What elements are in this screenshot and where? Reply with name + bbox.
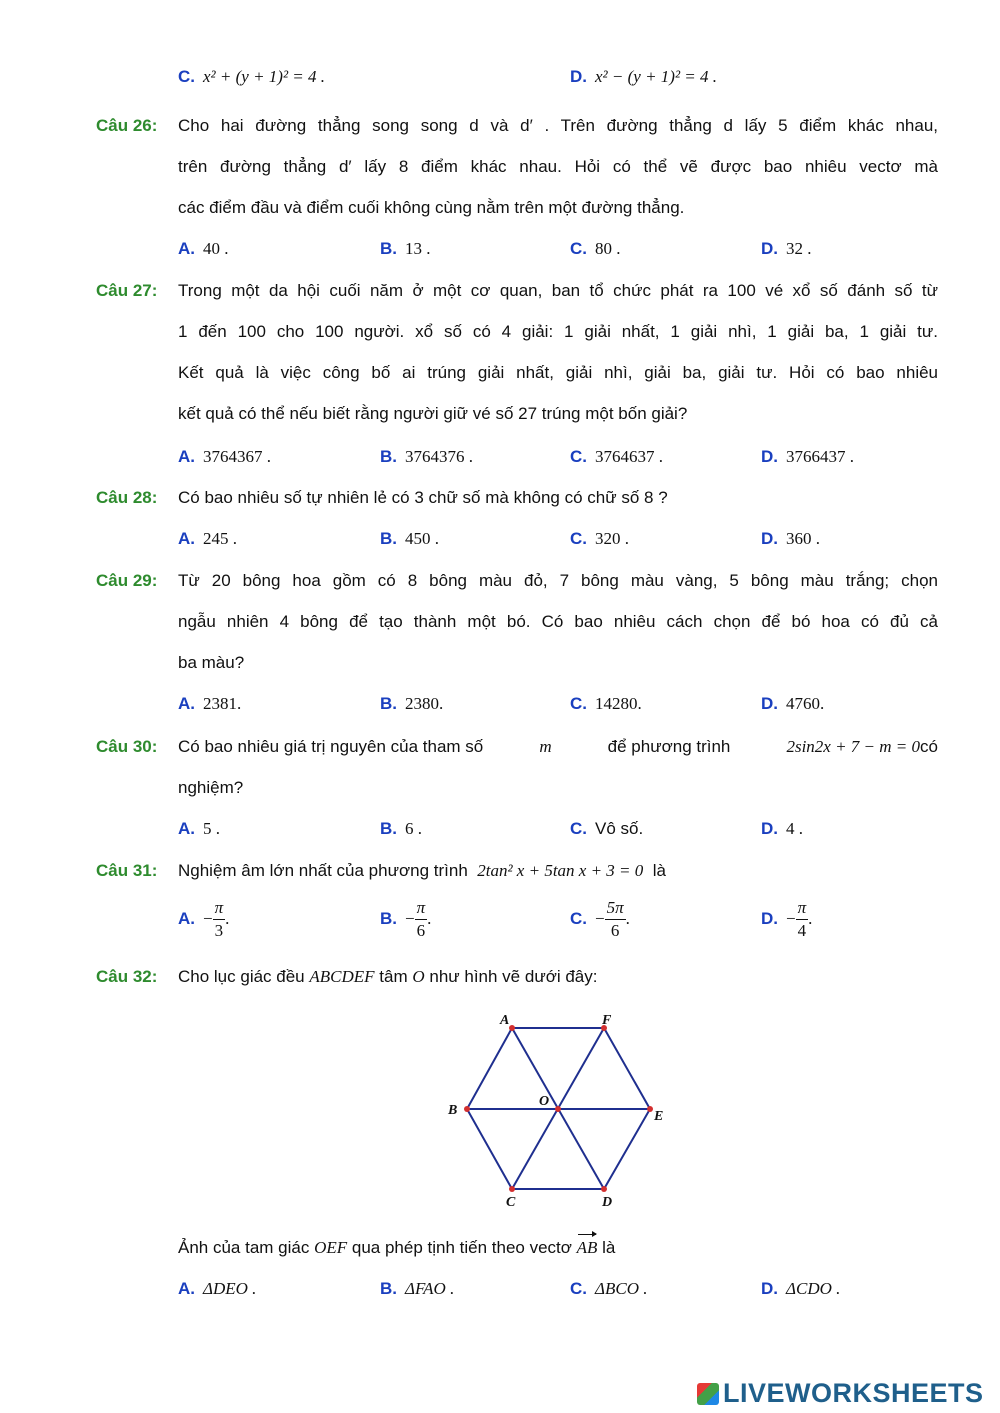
fraction-numerator: π — [796, 897, 809, 920]
q29-option-a[interactable] — [178, 693, 241, 715]
liveworksheets-logo[interactable] — [697, 1378, 984, 1409]
label-f: F — [602, 1013, 612, 1028]
option-label: D. — [570, 67, 587, 86]
point-d — [601, 1186, 607, 1192]
question-32-label: Câu 32: — [96, 967, 158, 986]
q30-option-d[interactable] — [761, 818, 803, 840]
question-26-label: Câu 26: — [96, 116, 158, 135]
option-label: D. — [761, 529, 778, 548]
fraction — [605, 897, 626, 942]
option-label: A. — [178, 239, 195, 258]
option-text: 3764367 . — [203, 447, 271, 466]
option-label: D. — [761, 909, 778, 928]
option-label: B. — [380, 819, 397, 838]
option-label: A. — [178, 1279, 195, 1298]
option-label: D. — [761, 694, 778, 713]
option-text: 3766437 . — [786, 447, 854, 466]
option-label: A. — [178, 694, 195, 713]
q31-option-b[interactable] — [380, 897, 431, 942]
q31-option-a[interactable] — [178, 897, 229, 942]
question-31-text-1 — [178, 860, 938, 882]
question-29-text-2: ngẫu nhiên 4 bông để tạo thành một bó. Có bao nhiêu cách chọn để bó hoa có đủ cả — [178, 612, 938, 631]
option-tail: . — [625, 909, 630, 928]
fraction — [796, 897, 809, 942]
fraction-numerator: π — [415, 897, 428, 920]
math-expr: 2sin2x + 7 − m = 0 — [786, 737, 921, 756]
option-label: C. — [570, 1279, 587, 1298]
question-30-text-2: nghiệm? — [178, 778, 244, 797]
label-c: C — [506, 1195, 516, 1210]
text-segment: Cho lục giác đều — [178, 967, 305, 986]
option-text: ΔDEO . — [203, 1279, 257, 1298]
q29-option-d[interactable] — [761, 693, 824, 715]
option-label: B. — [380, 1279, 397, 1298]
text-segment: có — [920, 737, 938, 756]
question-32-text-1 — [178, 966, 938, 988]
option-label: C. — [570, 819, 587, 838]
text-segment: qua phép tịnh tiến theo vectơ — [351, 1238, 572, 1257]
fraction-numerator: 5π — [605, 897, 626, 920]
text-segment: để phương trình — [607, 737, 731, 756]
option-label: C. — [570, 529, 587, 548]
q28-option-a[interactable] — [178, 528, 237, 550]
text-segment: Ảnh của tam giác — [178, 1238, 310, 1257]
option-label: B. — [380, 239, 397, 258]
option-text: 245 . — [203, 529, 237, 548]
q32-option-b[interactable] — [380, 1278, 454, 1300]
math-var: ABCDEF — [309, 967, 375, 986]
text-segment: là — [602, 1238, 616, 1257]
point-e — [647, 1106, 653, 1112]
label-e: E — [654, 1109, 664, 1124]
point-b — [464, 1106, 470, 1112]
option-label: D. — [761, 1279, 778, 1298]
option-label: B. — [380, 447, 397, 466]
option-tail: . — [225, 909, 230, 928]
fraction-numerator: π — [213, 897, 226, 920]
logo-icon — [697, 1383, 719, 1405]
option-text: 360 . — [786, 529, 820, 548]
option-expr: x² + (y + 1)² = 4 . — [203, 67, 326, 86]
q28-option-b[interactable] — [380, 528, 439, 550]
q27-option-a[interactable] — [178, 446, 271, 468]
fraction-denominator: 3 — [214, 921, 224, 940]
question-28-text-1: Có bao nhiêu số tự nhiên lẻ có 3 chữ số mà không có chữ số 8 ? — [178, 488, 668, 507]
option-label: B. — [380, 909, 397, 928]
q29-option-c[interactable] — [570, 693, 642, 715]
option-label: C. — [570, 694, 587, 713]
question-30-label: Câu 30: — [96, 737, 158, 756]
q26-option-a[interactable] — [178, 238, 229, 260]
option-label: B. — [380, 529, 397, 548]
option-text: ΔCDO . — [786, 1279, 841, 1298]
vector-ab: AB — [576, 1238, 598, 1257]
option-text: 80 . — [595, 239, 621, 258]
option-text: 14280. — [595, 694, 642, 713]
fraction — [213, 897, 226, 942]
option-label: C. — [178, 67, 195, 86]
option-text: 3764376 . — [405, 447, 473, 466]
question-26-text-3: các điểm đầu và điểm cuối không cùng nằm trên một đường thẳng. — [178, 198, 685, 217]
question-29-text-3: ba màu? — [178, 653, 245, 672]
option-label: C. — [570, 909, 587, 928]
fraction-denominator: 4 — [797, 921, 807, 940]
option-label: D. — [761, 447, 778, 466]
math-var: m — [539, 737, 552, 756]
option-sign: − — [595, 909, 605, 928]
option-text: 4 . — [786, 819, 803, 838]
option-label: A. — [178, 909, 195, 928]
q30-option-c[interactable] — [570, 818, 643, 840]
question-29-label: Câu 29: — [96, 571, 158, 590]
q26-option-b[interactable] — [380, 238, 431, 260]
option-text: 32 . — [786, 239, 812, 258]
question-27-text-2: 1 đến 100 cho 100 người. xổ số có 4 giải: 1 giải nhất, 1 giải nhì, 1 giải ba, 1 giải tư. — [178, 322, 938, 341]
question-31-label: Câu 31: — [96, 861, 158, 880]
label-d: D — [602, 1195, 613, 1210]
q25-option-c[interactable] — [178, 66, 325, 88]
point-c — [509, 1186, 515, 1192]
question-28-label: Câu 28: — [96, 488, 158, 507]
point-a — [509, 1025, 515, 1031]
fraction-denominator: 6 — [416, 921, 426, 940]
option-text: ΔBCO . — [595, 1279, 648, 1298]
option-label: A. — [178, 529, 195, 548]
text-segment: như hình vẽ dưới đây: — [429, 967, 598, 986]
fraction-denominator: 6 — [610, 921, 620, 940]
option-sign: − — [786, 909, 796, 928]
q26-option-d[interactable] — [761, 238, 812, 260]
question-26-text-1: Cho hai đường thẳng song song d và d′ . Trên đường thẳng d lấy 5 điểm khác nhau, — [178, 116, 938, 135]
label-a: A — [500, 1013, 510, 1028]
option-label: D. — [761, 239, 778, 258]
option-label: C. — [570, 239, 587, 258]
math-var: OEF — [314, 1238, 348, 1257]
q28-option-d[interactable] — [761, 528, 820, 550]
option-sign: − — [203, 909, 213, 928]
question-27-text-4: kết quả có thể nếu biết rằng người giữ vé số 27 trúng một bốn giải? — [178, 404, 688, 423]
q30-option-a[interactable] — [178, 818, 220, 840]
option-label: C. — [570, 447, 587, 466]
q26-option-c[interactable] — [570, 238, 621, 260]
q30-option-b[interactable] — [380, 818, 422, 840]
option-label: A. — [178, 447, 195, 466]
text-segment: Nghiệm âm lớn nhất của phương trình — [178, 861, 468, 880]
q32-option-c[interactable] — [570, 1278, 647, 1300]
question-27-text-1: Trong một da hội cuối năm ở một cơ quan, ban tổ chức phát ra 100 vé xổ số đánh số từ — [178, 281, 938, 300]
question-32-text-2 — [178, 1237, 938, 1259]
option-expr: x² − (y + 1)² = 4 . — [595, 67, 718, 86]
fraction — [415, 897, 428, 942]
option-text: 320 . — [595, 529, 629, 548]
option-text: Vô số. — [595, 819, 644, 838]
text-segment: là — [652, 861, 666, 880]
text-segment: Có bao nhiêu giá trị nguyên của tham số — [178, 737, 484, 756]
logo-text: LIVEWORKSHEETS — [723, 1378, 984, 1408]
q29-option-b[interactable] — [380, 693, 443, 715]
math-var: O — [412, 967, 425, 986]
q32-option-a[interactable] — [178, 1278, 256, 1300]
question-26-text-2: trên đường thẳng d′ lấy 8 điểm khác nhau. Hỏi có thể vẽ được bao nhiêu vectơ mà — [178, 157, 938, 176]
option-text: 3764637 . — [595, 447, 663, 466]
option-text: 40 . — [203, 239, 229, 258]
q31-option-c[interactable] — [570, 897, 630, 942]
q25-option-d[interactable] — [570, 66, 717, 88]
question-27-text-3: Kết quả là việc công bố ai trúng giải nhất, giải nhì, giải ba, giải tư. Hỏi có bao nhiêu — [178, 363, 938, 382]
option-text: ΔFAO . — [405, 1279, 455, 1298]
label-b: B — [448, 1103, 458, 1118]
q27-option-c[interactable] — [570, 446, 663, 468]
text-segment: tâm — [379, 967, 408, 986]
hexagon-figure — [440, 1005, 680, 1215]
point-o — [555, 1106, 561, 1112]
question-30-text-1 — [178, 736, 938, 758]
option-tail: . — [808, 909, 813, 928]
label-o: O — [539, 1094, 550, 1109]
q28-option-c[interactable] — [570, 528, 629, 550]
option-text: 2381. — [203, 694, 242, 713]
q27-option-d[interactable] — [761, 446, 854, 468]
question-27-label: Câu 27: — [96, 281, 158, 300]
option-text: 4760. — [786, 694, 825, 713]
option-text: 2380. — [405, 694, 444, 713]
option-sign: − — [405, 909, 415, 928]
option-text: 13 . — [405, 239, 431, 258]
q31-option-d[interactable] — [761, 897, 812, 942]
option-label: D. — [761, 819, 778, 838]
q27-option-b[interactable] — [380, 446, 473, 468]
option-label: A. — [178, 819, 195, 838]
option-text: 5 . — [203, 819, 220, 838]
q32-option-d[interactable] — [761, 1278, 840, 1300]
option-tail: . — [427, 909, 432, 928]
math-expr: 2tan² x + 5tan x + 3 = 0 — [477, 861, 644, 880]
option-text: 450 . — [405, 529, 439, 548]
option-label: B. — [380, 694, 397, 713]
question-29-text-1: Từ 20 bông hoa gồm có 8 bông màu đỏ, 7 bông màu vàng, 5 bông màu trắng; chọn — [178, 571, 938, 590]
option-text: 6 . — [405, 819, 422, 838]
